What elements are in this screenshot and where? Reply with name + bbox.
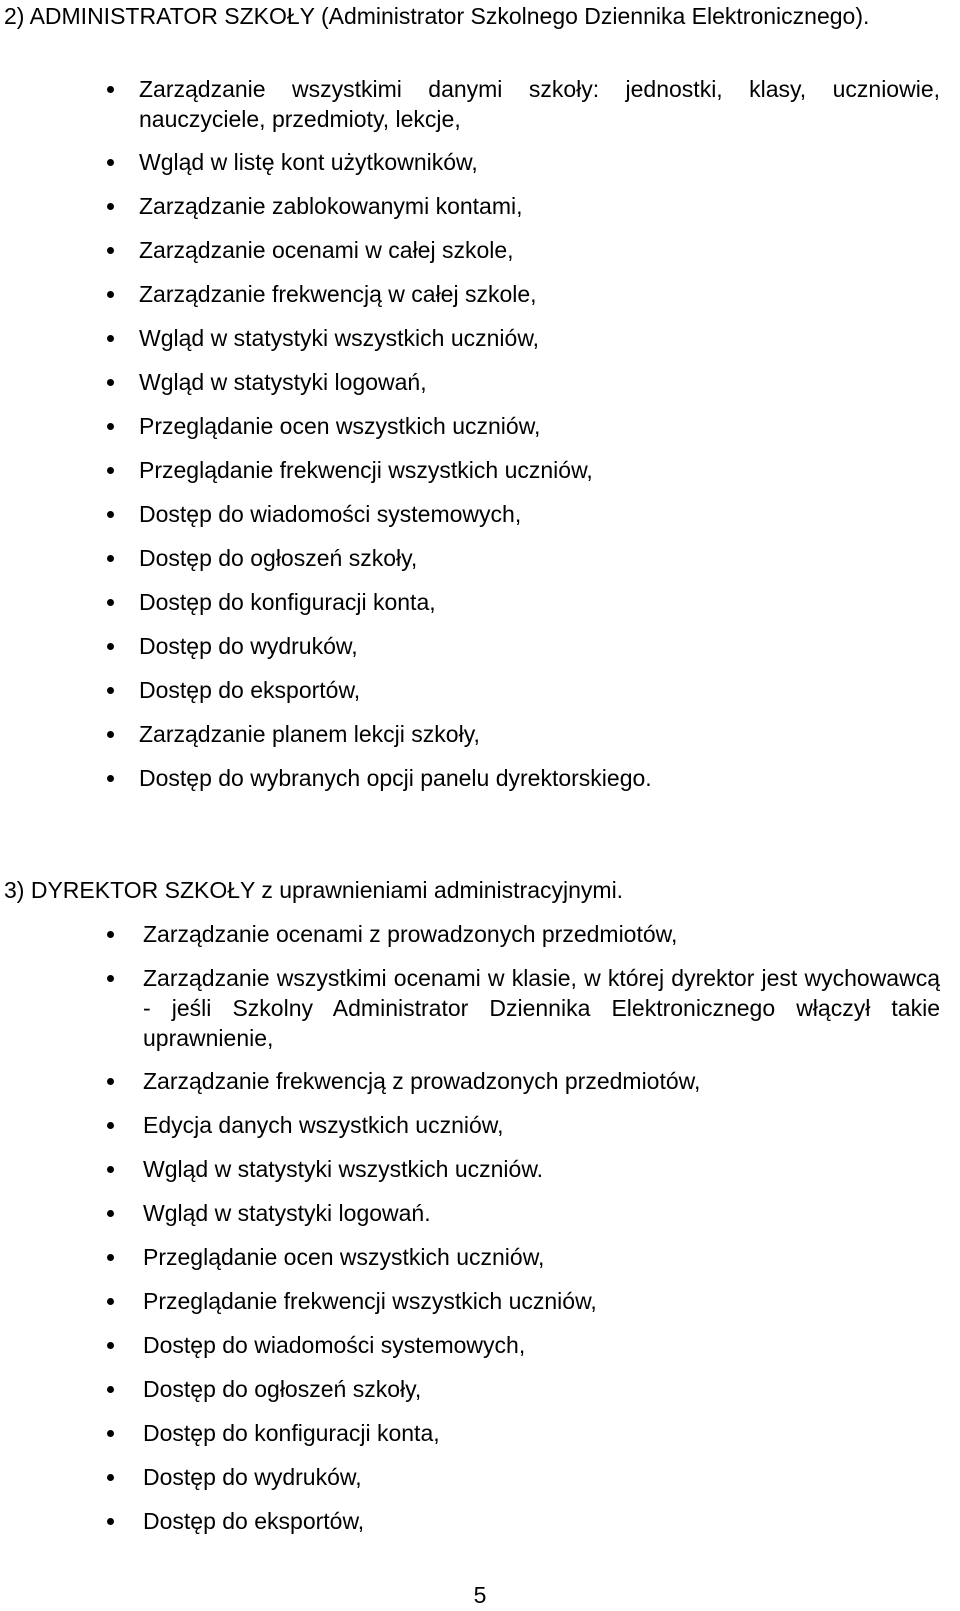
bullet-icon: [107, 159, 114, 166]
bullet-icon: [107, 1474, 114, 1481]
bullet-icon: [107, 931, 114, 938]
list-item: [96, 1154, 940, 1184]
bullet-icon: [107, 379, 114, 386]
list-item-text: Zarządzanie planem lekcji szkoły,: [139, 721, 480, 747]
section-2-heading: 2) ADMINISTRATOR SZKOŁY (Administrator Szkolnego Dziennika Elektronicznego).: [4, 3, 870, 29]
bullet-icon: [107, 1078, 114, 1085]
bullet-icon: [107, 731, 114, 738]
list-item-text: Zarządzanie frekwencją w całej szkole,: [139, 281, 537, 307]
bullet-icon: [107, 1430, 114, 1437]
list-item-text: Zarządzanie wszystkimi ocenami w klasie, w której dyrektor jest wychowawcą - jeśli Szkolny Administrator Dziennika Elektronicznego włączył takie uprawnienie,: [143, 965, 940, 1051]
bullet-icon: [107, 975, 114, 982]
list-item-text: Dostęp do wydruków,: [139, 633, 358, 659]
list-item-text: Wgląd w listę kont użytkowników,: [139, 149, 478, 175]
bullet-icon: [107, 1386, 114, 1393]
list-item: [96, 675, 940, 705]
list-item: [96, 455, 940, 485]
list-item: [96, 587, 940, 617]
list-item: [96, 367, 940, 397]
bullet-icon: [107, 1166, 114, 1173]
page-number: 5: [473, 1582, 487, 1608]
list-item-text: Dostęp do ogłoszeń szkoły,: [139, 545, 418, 571]
section-3-heading: 3) DYREKTOR SZKOŁY z uprawnieniami administracyjnymi.: [4, 877, 624, 903]
list-item: [96, 919, 940, 949]
list-item: [96, 1066, 940, 1096]
list-item-text: Przeglądanie frekwencji wszystkich uczniów,: [139, 457, 593, 483]
list-item-text: Dostęp do eksportów,: [139, 677, 361, 703]
list-item-text: Wgląd w statystyki logowań,: [139, 369, 427, 395]
list-item-text: Dostęp do wybranych opcji panelu dyrektorskiego.: [139, 765, 652, 791]
list-item-text: Zarządzanie zablokowanymi kontami,: [139, 193, 523, 219]
list-item: [96, 1242, 940, 1272]
list-item: [96, 499, 940, 529]
list-item-text: Dostęp do ogłoszeń szkoły,: [143, 1376, 422, 1402]
bullet-icon: [107, 643, 114, 650]
list-item: [96, 1506, 940, 1536]
list-item-text: Zarządzanie wszystkimi danymi szkoły: jednostki, klasy, uczniowie, nauczyciele, przedmioty, lekcje,: [139, 76, 940, 132]
list-item-text: Dostęp do wiadomości systemowych,: [143, 1332, 526, 1358]
bullet-icon: [107, 555, 114, 562]
list-item: [96, 411, 940, 441]
list-item: [96, 1110, 940, 1140]
list-item-text: Zarządzanie frekwencją z prowadzonych przedmiotów,: [143, 1068, 701, 1094]
bullet-icon: [107, 599, 114, 606]
list-item: [96, 763, 940, 793]
bullet-icon: [107, 335, 114, 342]
list-item-text: Edycja danych wszystkich uczniów,: [143, 1112, 504, 1138]
bullet-icon: [107, 1122, 114, 1129]
list-item: [96, 963, 940, 1053]
bullet-icon: [107, 1298, 114, 1305]
bullet-icon: [107, 1210, 114, 1217]
list-item-text: Wgląd w statystyki wszystkich uczniów.: [143, 1156, 544, 1182]
bullet-icon: [107, 775, 114, 782]
list-item: [96, 719, 940, 749]
list-item: [96, 323, 940, 353]
list-item-text: Wgląd w statystyki logowań.: [143, 1200, 431, 1226]
bullet-icon: [107, 203, 114, 210]
bullet-icon: [107, 1342, 114, 1349]
list-item: [96, 74, 940, 134]
list-item: [96, 1286, 940, 1316]
list-item-text: Dostęp do konfiguracji konta,: [139, 589, 436, 615]
list-item: [96, 631, 940, 661]
list-item: [96, 1418, 940, 1448]
list-item: [96, 1198, 940, 1228]
list-item-text: Dostęp do wiadomości systemowych,: [139, 501, 522, 527]
bullet-icon: [107, 423, 114, 430]
list-item-text: Dostęp do wydruków,: [143, 1464, 362, 1490]
bullet-icon: [107, 467, 114, 474]
list-item: [96, 279, 940, 309]
bullet-icon: [107, 291, 114, 298]
list-item: [96, 543, 940, 573]
bullet-icon: [107, 687, 114, 694]
list-item: [96, 1330, 940, 1360]
list-item: [96, 1462, 940, 1492]
bullet-icon: [107, 247, 114, 254]
list-item: [96, 1374, 940, 1404]
list-item-text: Dostęp do konfiguracji konta,: [143, 1420, 440, 1446]
list-item: [96, 191, 940, 221]
list-item-text: Przeglądanie frekwencji wszystkich uczniów,: [143, 1288, 597, 1314]
bullet-icon: [107, 1518, 114, 1525]
bullet-icon: [107, 511, 114, 518]
list-item-text: Zarządzanie ocenami w całej szkole,: [139, 237, 514, 263]
list-item: [96, 147, 940, 177]
list-item-text: Dostęp do eksportów,: [143, 1508, 365, 1534]
list-item-text: Przeglądanie ocen wszystkich uczniów,: [139, 413, 541, 439]
list-item-text: Zarządzanie ocenami z prowadzonych przedmiotów,: [143, 921, 678, 947]
list-item: [96, 235, 940, 265]
bullet-icon: [107, 1254, 114, 1261]
bullet-icon: [107, 86, 114, 93]
list-item-text: Przeglądanie ocen wszystkich uczniów,: [143, 1244, 545, 1270]
list-item-text: Wgląd w statystyki wszystkich uczniów,: [139, 325, 540, 351]
